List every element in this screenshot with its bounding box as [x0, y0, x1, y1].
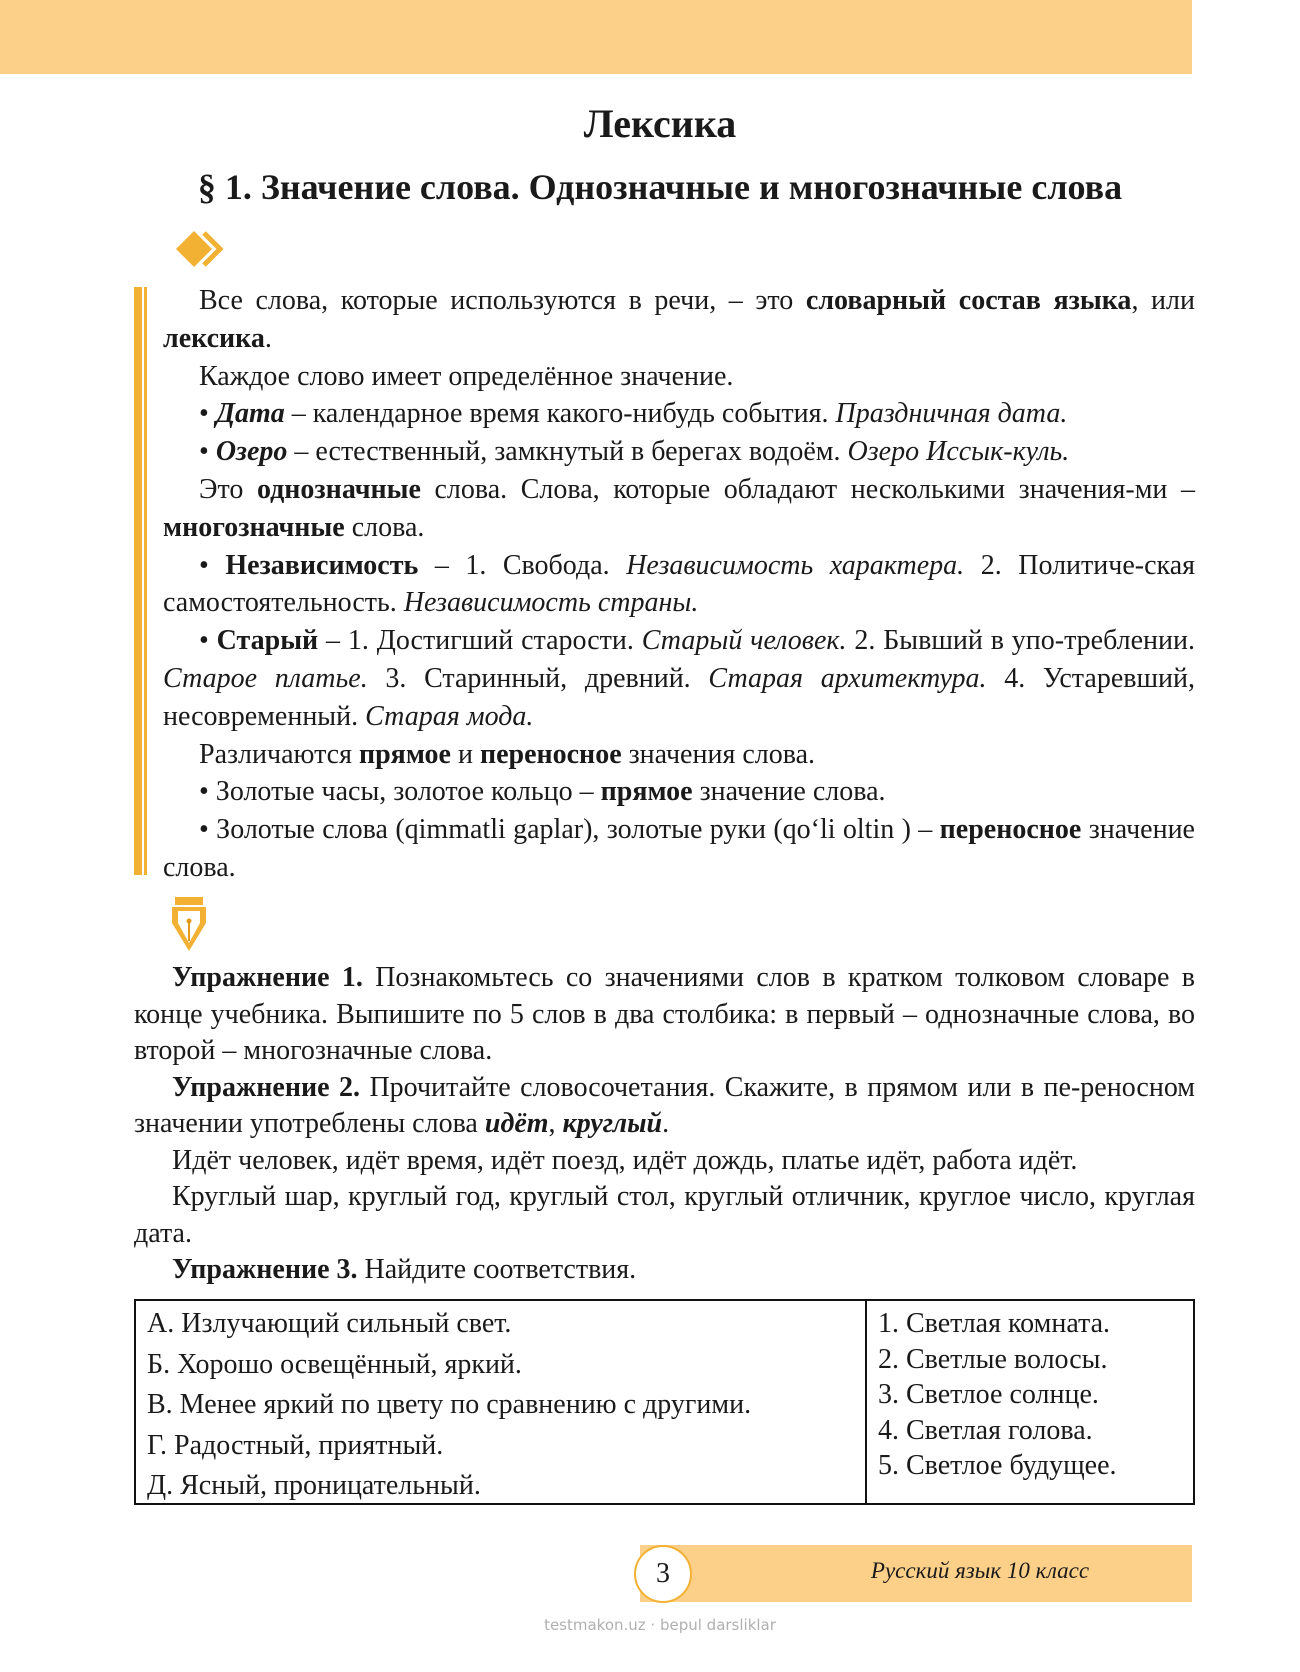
- phrase-option: 5. Светлое будущее.: [878, 1450, 1117, 1481]
- example-item: • Золотые слова (qimmatli gaplar), золотые руки (qo‘li oltin ) – переносное значение слова.: [163, 814, 1195, 883]
- phrase-option: 4. Светлая голова.: [878, 1414, 1093, 1446]
- phrase-line: Круглый шар, круглый год, круглый стол, круглый отличник, круглое число, круглая дата.: [134, 1181, 1195, 1249]
- theory-side-bar: [134, 287, 148, 875]
- definition-option: Б. Хорошо освещённый, яркий.: [147, 1348, 522, 1380]
- phrase-line: Идёт человек, идёт время, идёт поезд, идёт дождь, платье идёт, работа идёт.: [172, 1144, 1078, 1176]
- definition-option: А. Излучающий сильный свет.: [147, 1308, 512, 1339]
- theory-paragraph: Все слова, которые используются в речи, – это словарный состав языка, или лексика.: [163, 285, 1195, 354]
- section-title: § 1. Значение слова. Однозначные и многозначные слова: [197, 167, 1123, 207]
- phrase-option: 2. Светлые волосы.: [878, 1343, 1108, 1375]
- definition-item: • Старый – 1. Достигший старости. Старый человек. 2. Бывший в упо-треблении. Старое платье. 3. Старинный, древний. Старая архитектура. 4. Устаревший, несовременный. Старая мода.: [163, 625, 1196, 732]
- definition-item: • Независимость – 1. Свобода. Независимость характера. 2. Политиче-ская самостоятельность. Независимость страны.: [163, 549, 1195, 619]
- exercises-block: [134, 960, 1195, 1289]
- theory-block: [163, 282, 1195, 887]
- theory-paragraph: Это однозначные слова. Слова, которые обладают несколькими значения-ми – многозначные слова.: [163, 473, 1195, 543]
- definition-option: В. Менее яркий по цвету по сравнению с другими.: [147, 1389, 752, 1420]
- definition-item: • Дата – календарное время какого-нибудь события. Праздничная дата.: [199, 398, 1068, 430]
- watermark: testmakon.uz · bepul darsliklar: [544, 1616, 776, 1634]
- definition-option: Г. Радостный, приятный.: [147, 1429, 444, 1461]
- matching-table: [134, 1299, 1195, 1505]
- diamond-arrow-icon: [176, 229, 228, 269]
- exercise-1: Упражнение 1. Познакомьтесь со значениями слов в кратком толковом словаре в конце учебника. Выпишите по 5 слов в два столбика: в первый – однозначные слова, во второй – многозначные слова.: [134, 962, 1196, 1066]
- pen-nib-icon: [168, 897, 210, 953]
- example-item: • Золотые часы, золотое кольцо – прямое значение слова.: [199, 776, 886, 808]
- phrase-option: 3. Светлое солнце.: [878, 1379, 1099, 1410]
- theory-paragraph: Каждое слово имеет определённое значение.: [199, 360, 734, 392]
- definition-option: Д. Ясный, проницательный.: [147, 1470, 481, 1501]
- phrase-option: 1. Светлая комната.: [878, 1308, 1111, 1339]
- definitions-column: [136, 1301, 867, 1503]
- exercise-3: Упражнение 3. Найдите соответствия.: [172, 1254, 637, 1285]
- page-title: Лексика: [583, 101, 737, 146]
- theory-paragraph: Различаются прямое и переносное значения слова.: [199, 738, 816, 770]
- phrases-column: [867, 1301, 1193, 1503]
- exercise-2: Упражнение 2. Прочитайте словосочетания. Скажите, в прямом или в пе-реносном значении употреблены слова идёт, круглый.: [134, 1071, 1196, 1139]
- book-title: Русский язык 10 класс: [870, 1558, 1090, 1583]
- definition-item: • Озеро – естественный, замкнутый в берегах водоём. Озеро Иссык-куль.: [199, 436, 1070, 468]
- page-number: 3: [634, 1545, 692, 1603]
- header-band: [0, 0, 1192, 74]
